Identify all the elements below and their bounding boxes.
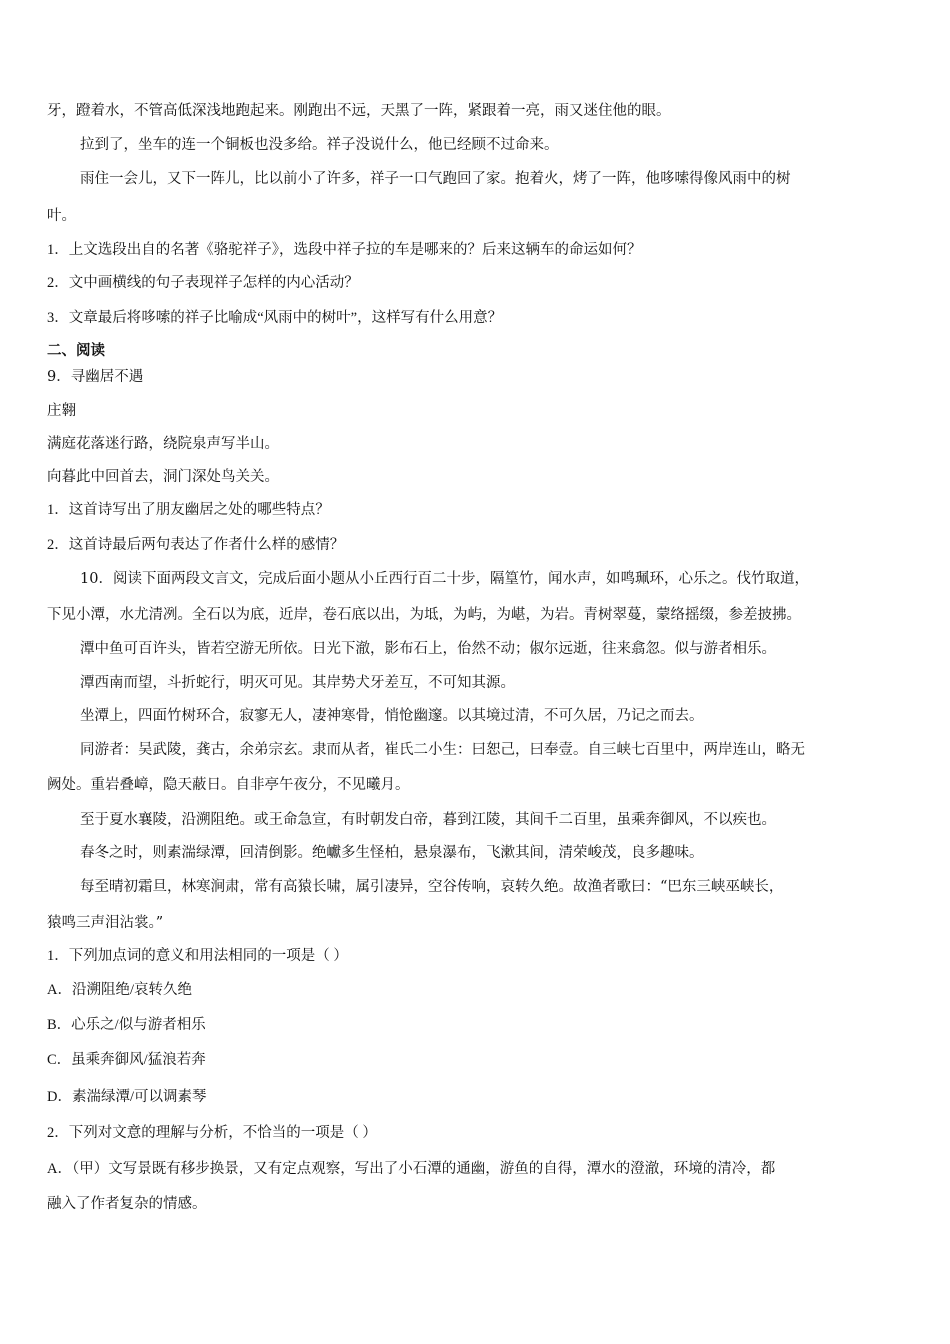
option-a-line: 融入了作者复杂的情感。 bbox=[47, 1196, 207, 1212]
option-a: A．沿溯阻绝/哀转久绝 bbox=[47, 982, 192, 998]
question-1: 1．上文选段出自的名著《骆驼祥子》，选段中祥子拉的车是哪来的？后来这辆车的命运如何？ bbox=[47, 242, 642, 258]
option-d: D．素湍绿潭/可以调素琴 bbox=[47, 1089, 207, 1105]
passage-line: 牙，蹬着水，不管高低深浅地跑起来。刚跑出不远，天黑了一阵，紧跟着一亮，雨又迷住他的眼。 bbox=[47, 103, 671, 119]
question-2: 2．文中画横线的句子表现祥子怎样的内心活动？ bbox=[47, 275, 359, 291]
classical-text-line: 阙处。重岩叠嶂，隐天蔽日。自非亭午夜分，不见曦月。 bbox=[47, 777, 410, 793]
poem-line: 满庭花落迷行路，绕院泉声写半山。 bbox=[47, 436, 279, 452]
classical-text-line: 10．阅读下面两段文言文，完成后面小题从小丘西行百二十步，隔篁竹，闻水声，如鸣珮环，心乐之。伐竹取道， bbox=[80, 571, 809, 587]
passage-line: 拉到了，坐车的连一个铜板也没多给。祥子没说什么，他已经顾不过命来。 bbox=[80, 137, 559, 153]
classical-text-line: 每至晴初霜旦，林寒涧肃，常有高猿长啸，属引凄异，空谷传响，哀转久绝。故渔者歌曰：“巴东三峡巫峡长， bbox=[80, 879, 784, 895]
option-c: C．虽乘奔御风/猛浪若奔 bbox=[47, 1052, 206, 1068]
option-b: B．心乐之/似与游者相乐 bbox=[47, 1017, 206, 1033]
mc-question-1: 1．下列加点词的意义和用法相同的一项是（ ） bbox=[47, 948, 348, 964]
classical-text-line: 猿鸣三声泪沾裳。” bbox=[47, 915, 164, 931]
classical-text-line: 潭中鱼可百许头，皆若空游无所依。日光下澈，影布石上，佁然不动；俶尔远逝，往来翕忽。似与游者相乐。 bbox=[80, 641, 776, 657]
passage-line: 雨住一会儿，又下一阵儿，比以前小了许多，祥子一口气跑回了家。抱着火，烤了一阵，他哆嗦得像风雨中的树 bbox=[80, 171, 791, 187]
poem-question-1: 1．这首诗写出了朋友幽居之处的哪些特点？ bbox=[47, 502, 330, 518]
classical-text-line: 坐潭上，四面竹树环合，寂寥无人，凄神寒骨，悄怆幽邃。以其境过清，不可久居，乃记之而去。 bbox=[80, 708, 704, 724]
poem-author: 庄翱 bbox=[47, 403, 76, 419]
classical-text-line: 潭西南而望，斗折蛇行，明灭可见。其岸势犬牙差互，不可知其源。 bbox=[80, 675, 515, 691]
question-3: 3．文章最后将哆嗦的祥子比喻成“风雨中的树叶”，这样写有什么用意？ bbox=[47, 310, 503, 326]
passage-line: 叶。 bbox=[47, 208, 76, 224]
classical-text-line: 同游者：吴武陵，龚古，余弟宗玄。隶而从者，崔氏二小生：曰恕己，曰奉壹。自三峡七百里中，两岸连山，略无 bbox=[80, 742, 805, 758]
section-heading: 二、阅读 bbox=[47, 343, 105, 359]
classical-text-line: 下见小潭，水尤清冽。全石以为底，近岸，卷石底以出，为坻，为屿，为嵁，为岩。青树翠蔓，蒙络摇缀，参差披拂。 bbox=[47, 607, 801, 623]
classical-text-line: 至于夏水襄陵，沿溯阻绝。或王命急宣，有时朝发白帝，暮到江陵，其间千二百里，虽乘奔御风，不以疾也。 bbox=[80, 812, 776, 828]
mc-question-2: 2．下列对文意的理解与分析，不恰当的一项是（ ） bbox=[47, 1125, 377, 1141]
poem-line: 向暮此中回首去，洞门深处鸟关关。 bbox=[47, 469, 279, 485]
option-a-line: A．（甲）文写景既有移步换景，又有定点观察，写出了小石潭的通幽，游鱼的自得，潭水的澄澈，环境的清冷，都 bbox=[47, 1161, 776, 1177]
classical-text-line: 春冬之时，则素湍绿潭，回清倒影。绝巘多生怪柏，悬泉瀑布，飞漱其间，清荣峻茂，良多趣味。 bbox=[80, 845, 704, 861]
poem-title: 9．寻幽居不遇 bbox=[47, 369, 144, 385]
poem-question-2: 2．这首诗最后两句表达了作者什么样的感情？ bbox=[47, 537, 345, 553]
